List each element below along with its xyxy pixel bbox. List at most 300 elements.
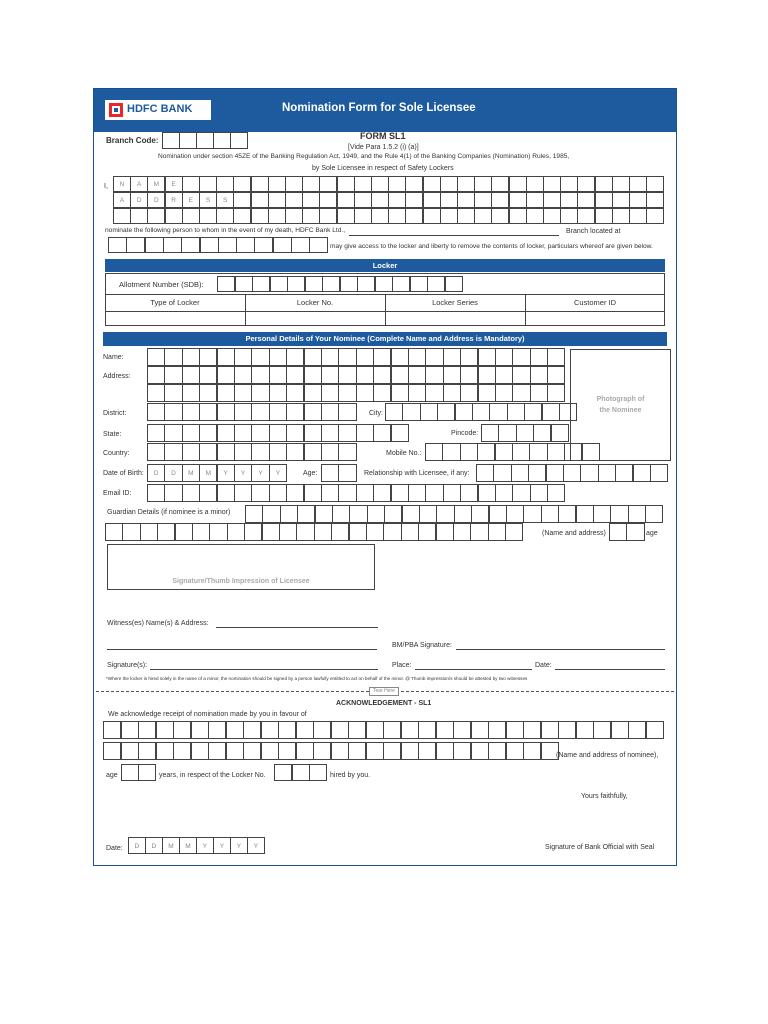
ack-date-cell[interactable]: Y: [230, 837, 248, 854]
guardian-cell[interactable]: [593, 505, 611, 523]
branch-code-cell[interactable]: [196, 132, 214, 149]
nominee-country-cell[interactable]: [147, 443, 165, 461]
nominee-address-cell[interactable]: [408, 384, 426, 402]
branch-code-cell[interactable]: [213, 132, 231, 149]
nominee-country-cell[interactable]: [338, 443, 356, 461]
address-cell[interactable]: [543, 192, 561, 208]
allotment-cell[interactable]: [340, 276, 358, 292]
name-cell[interactable]: [199, 176, 217, 192]
name-cell[interactable]: [577, 176, 595, 192]
nominee-relationship-cell[interactable]: [650, 464, 668, 482]
nominee-relationship-cell[interactable]: [511, 464, 529, 482]
nominee-address-cell[interactable]: [547, 384, 565, 402]
guardian-cell[interactable]: [227, 523, 245, 541]
nominee-state-cell[interactable]: [304, 424, 322, 442]
address-cell[interactable]: [130, 208, 148, 224]
address-cell[interactable]: [388, 192, 406, 208]
ack-nominee-cell[interactable]: [208, 721, 226, 739]
nominee-mobile-cell[interactable]: [512, 443, 530, 461]
nominee-district-cell[interactable]: [338, 403, 356, 421]
nominee-city-cell[interactable]: [437, 403, 455, 421]
guardian-cell[interactable]: [296, 523, 314, 541]
nominee-dob-cell[interactable]: D: [147, 464, 165, 482]
name-cell[interactable]: [629, 176, 647, 192]
ack-nominee-cell[interactable]: [506, 721, 524, 739]
address-cell[interactable]: [405, 192, 423, 208]
guardian-cell[interactable]: [175, 523, 193, 541]
ack-nominee-cell[interactable]: [418, 721, 436, 739]
nominee-address-cell[interactable]: [478, 384, 496, 402]
branch-location-cell[interactable]: [126, 237, 145, 253]
guardian-cell[interactable]: [436, 505, 454, 523]
nominee-address-cell[interactable]: [356, 366, 374, 384]
nominee-mobile-cell[interactable]: [460, 443, 478, 461]
nominee-address-cell[interactable]: [478, 366, 496, 384]
nominee-city-cell[interactable]: [542, 403, 560, 421]
ack-nominee-cell[interactable]: [488, 721, 506, 739]
nominee-email-cell[interactable]: [199, 484, 217, 502]
ack-age-cell[interactable]: [138, 764, 156, 781]
address-cell[interactable]: [577, 208, 595, 224]
name-cell[interactable]: [457, 176, 475, 192]
nominee-name-cell[interactable]: [408, 348, 426, 366]
nominee-address-cell[interactable]: [495, 384, 513, 402]
branch-code-cell[interactable]: [162, 132, 180, 149]
ack-date-cell[interactable]: Y: [196, 837, 214, 854]
address-cell[interactable]: [629, 192, 647, 208]
address-cell[interactable]: [319, 208, 337, 224]
ack-nominee-cell[interactable]: [558, 721, 576, 739]
nominee-address-cell[interactable]: [373, 384, 391, 402]
guardian-cell[interactable]: [279, 523, 297, 541]
address-cell[interactable]: R: [165, 192, 183, 208]
nominee-name-cell[interactable]: [443, 348, 461, 366]
nominee-address-cell[interactable]: [269, 366, 287, 384]
name-cell[interactable]: [423, 176, 441, 192]
ack-nominee-cell[interactable]: [173, 742, 191, 760]
name-cell[interactable]: A: [130, 176, 148, 192]
ack-nominee-cell[interactable]: [506, 742, 524, 760]
allotment-cell[interactable]: [427, 276, 445, 292]
guardian-cell[interactable]: [366, 523, 384, 541]
nominee-dob-cell[interactable]: D: [164, 464, 182, 482]
address-cell[interactable]: [165, 208, 183, 224]
nominee-state-cell[interactable]: [373, 424, 391, 442]
ack-nominee-cell[interactable]: [191, 742, 209, 760]
name-cell[interactable]: [646, 176, 664, 192]
nominee-email-cell[interactable]: [251, 484, 269, 502]
guardian-cell[interactable]: [418, 523, 436, 541]
guardian-cell[interactable]: [140, 523, 158, 541]
branch-line[interactable]: [349, 235, 559, 236]
name-cell[interactable]: [182, 176, 200, 192]
nominee-address-cell[interactable]: [147, 366, 165, 384]
nominee-email-cell[interactable]: [286, 484, 304, 502]
address-cell[interactable]: [629, 208, 647, 224]
address-cell[interactable]: D: [147, 192, 165, 208]
nominee-address-cell[interactable]: [217, 384, 235, 402]
nominee-email-cell[interactable]: [269, 484, 287, 502]
ack-nominee-cell[interactable]: [383, 721, 401, 739]
guardian-cell[interactable]: [209, 523, 227, 541]
ack-locker-cell[interactable]: [309, 764, 327, 781]
ack-nominee-cell[interactable]: [226, 742, 244, 760]
nominee-dob-cell[interactable]: Y: [251, 464, 269, 482]
nominee-pincode-cell[interactable]: [533, 424, 551, 442]
nominee-address-cell[interactable]: [425, 366, 443, 384]
nominee-city-cell[interactable]: [472, 403, 490, 421]
nominee-address-cell[interactable]: [234, 384, 252, 402]
address-cell[interactable]: [371, 208, 389, 224]
nominee-name-cell[interactable]: [199, 348, 217, 366]
nominee-dob-cell[interactable]: Y: [269, 464, 287, 482]
nominee-mobile-cell[interactable]: [442, 443, 460, 461]
nominee-email-cell[interactable]: [182, 484, 200, 502]
address-cell[interactable]: [543, 208, 561, 224]
ack-nominee-cell[interactable]: [593, 721, 611, 739]
guardian-cell[interactable]: [645, 505, 663, 523]
ack-nominee-cell[interactable]: [453, 721, 471, 739]
nominee-country-cell[interactable]: [321, 443, 339, 461]
nominee-state-cell[interactable]: [182, 424, 200, 442]
name-cell[interactable]: [405, 176, 423, 192]
ack-nominee-cell[interactable]: [611, 721, 629, 739]
address-cell[interactable]: A: [113, 192, 131, 208]
address-cell[interactable]: [440, 192, 458, 208]
name-cell[interactable]: [337, 176, 355, 192]
nominee-email-cell[interactable]: [460, 484, 478, 502]
nominee-address-cell[interactable]: [304, 384, 322, 402]
ack-nominee-cell[interactable]: [366, 742, 384, 760]
ack-nominee-cell[interactable]: [471, 721, 489, 739]
nominee-state-cell[interactable]: [391, 424, 409, 442]
address-cell[interactable]: [595, 192, 613, 208]
branch-code-cell[interactable]: [230, 132, 248, 149]
address-cell[interactable]: [577, 192, 595, 208]
nominee-email-cell[interactable]: [425, 484, 443, 502]
name-cell[interactable]: N: [113, 176, 131, 192]
address-cell[interactable]: [509, 192, 527, 208]
guardian-cell[interactable]: [262, 523, 280, 541]
address-cell[interactable]: [251, 192, 269, 208]
ack-nominee-cell[interactable]: [348, 742, 366, 760]
ack-nominee-cell[interactable]: [313, 721, 331, 739]
nominee-email-cell[interactable]: [373, 484, 391, 502]
nominee-mobile-cell[interactable]: [529, 443, 547, 461]
address-cell[interactable]: [285, 192, 303, 208]
allotment-cell[interactable]: [357, 276, 375, 292]
name-cell[interactable]: [388, 176, 406, 192]
guardian-cell[interactable]: [523, 505, 541, 523]
guardian-cell[interactable]: [332, 505, 350, 523]
nominee-district-cell[interactable]: [182, 403, 200, 421]
nominee-name-cell[interactable]: [304, 348, 322, 366]
ack-nominee-cell[interactable]: [278, 742, 296, 760]
nominee-relationship-cell[interactable]: [598, 464, 616, 482]
nominee-state-cell[interactable]: [356, 424, 374, 442]
nominee-name-cell[interactable]: [269, 348, 287, 366]
nominee-dob-cell[interactable]: M: [182, 464, 200, 482]
nominee-email-cell[interactable]: [304, 484, 322, 502]
nominee-state-cell[interactable]: [338, 424, 356, 442]
nominee-name-cell[interactable]: [373, 348, 391, 366]
allotment-cell[interactable]: [252, 276, 270, 292]
nominee-district-cell[interactable]: [234, 403, 252, 421]
nominee-relationship-cell[interactable]: [476, 464, 494, 482]
ack-nominee-cell[interactable]: [156, 742, 174, 760]
name-cell[interactable]: [319, 176, 337, 192]
ack-nominee-cell[interactable]: [103, 721, 121, 739]
ack-nominee-cell[interactable]: [331, 742, 349, 760]
nominee-city-cell[interactable]: [402, 403, 420, 421]
address-cell[interactable]: [423, 192, 441, 208]
name-cell[interactable]: [491, 176, 509, 192]
nominee-name-cell[interactable]: [338, 348, 356, 366]
nominee-country-cell[interactable]: [304, 443, 322, 461]
nominee-address-cell[interactable]: [217, 366, 235, 384]
nominee-relationship-cell[interactable]: [563, 464, 581, 482]
nominee-mobile-cell[interactable]: [477, 443, 495, 461]
branch-location-cell[interactable]: [163, 237, 182, 253]
nominee-address-cell[interactable]: [338, 366, 356, 384]
nominee-email-cell[interactable]: [478, 484, 496, 502]
nominee-photo-box[interactable]: [570, 349, 671, 461]
ack-age-cell[interactable]: [121, 764, 139, 781]
ack-nominee-cell[interactable]: [261, 742, 279, 760]
address-cell[interactable]: [147, 208, 165, 224]
nominee-name-cell[interactable]: [460, 348, 478, 366]
guardian-cell[interactable]: [349, 505, 367, 523]
nominee-pincode-cell[interactable]: [551, 424, 569, 442]
nominee-address-cell[interactable]: [391, 384, 409, 402]
nominee-address-cell[interactable]: [147, 384, 165, 402]
ack-nominee-cell[interactable]: [401, 721, 419, 739]
ack-date-cell[interactable]: M: [179, 837, 197, 854]
guardian-cell[interactable]: [349, 523, 367, 541]
nominee-address-cell[interactable]: [199, 366, 217, 384]
nominee-name-cell[interactable]: [356, 348, 374, 366]
ack-nominee-cell[interactable]: [523, 721, 541, 739]
allotment-cell[interactable]: [235, 276, 253, 292]
allotment-cell[interactable]: [287, 276, 305, 292]
guardian-cell[interactable]: [315, 505, 333, 523]
nominee-relationship-cell[interactable]: [546, 464, 564, 482]
guardian-cell[interactable]: [280, 505, 298, 523]
ack-nominee-cell[interactable]: [366, 721, 384, 739]
branch-location-cell[interactable]: [291, 237, 310, 253]
address-cell[interactable]: [646, 208, 664, 224]
guardian-cell[interactable]: [576, 505, 594, 523]
nominee-state-cell[interactable]: [321, 424, 339, 442]
nominee-relationship-cell[interactable]: [633, 464, 651, 482]
nominee-country-cell[interactable]: [269, 443, 287, 461]
name-cell[interactable]: [526, 176, 544, 192]
address-cell[interactable]: [560, 192, 578, 208]
guardian-age-cell[interactable]: [626, 523, 644, 541]
nominee-address-cell[interactable]: [234, 366, 252, 384]
name-cell[interactable]: [268, 176, 286, 192]
guardian-cell[interactable]: [367, 505, 385, 523]
allotment-cell[interactable]: [375, 276, 393, 292]
ack-nominee-cell[interactable]: [383, 742, 401, 760]
nominee-district-cell[interactable]: [269, 403, 287, 421]
ack-nominee-cell[interactable]: [331, 721, 349, 739]
address-cell[interactable]: [371, 192, 389, 208]
branch-location-cell[interactable]: [273, 237, 292, 253]
name-cell[interactable]: [233, 176, 251, 192]
address-cell[interactable]: E: [182, 192, 200, 208]
nominee-email-cell[interactable]: [408, 484, 426, 502]
nominee-country-cell[interactable]: [234, 443, 252, 461]
branch-location-cell[interactable]: [145, 237, 164, 253]
address-cell[interactable]: [199, 208, 217, 224]
nominee-country-cell[interactable]: [199, 443, 217, 461]
address-cell[interactable]: [423, 208, 441, 224]
ack-nominee-cell[interactable]: [436, 721, 454, 739]
nominee-city-cell[interactable]: [420, 403, 438, 421]
address-cell[interactable]: [474, 208, 492, 224]
nominee-name-cell[interactable]: [478, 348, 496, 366]
nominee-email-cell[interactable]: [147, 484, 165, 502]
nominee-pincode-cell[interactable]: [516, 424, 534, 442]
guardian-cell[interactable]: [383, 523, 401, 541]
guardian-cell[interactable]: [471, 505, 489, 523]
nominee-district-cell[interactable]: [286, 403, 304, 421]
nominee-address-cell[interactable]: [286, 366, 304, 384]
guardian-cell[interactable]: [245, 505, 263, 523]
guardian-cell[interactable]: [244, 523, 262, 541]
allotment-cell[interactable]: [270, 276, 288, 292]
nominee-state-cell[interactable]: [251, 424, 269, 442]
branch-location-cell[interactable]: [309, 237, 328, 253]
ack-nominee-cell[interactable]: [401, 742, 419, 760]
nominee-address-cell[interactable]: [164, 384, 182, 402]
nominee-mobile-cell[interactable]: [495, 443, 513, 461]
nominee-name-cell[interactable]: [164, 348, 182, 366]
nominee-relationship-cell[interactable]: [580, 464, 598, 482]
nominee-district-cell[interactable]: [304, 403, 322, 421]
nominee-name-cell[interactable]: [495, 348, 513, 366]
nominee-email-cell[interactable]: [164, 484, 182, 502]
guardian-cell[interactable]: [384, 505, 402, 523]
address-cell[interactable]: [612, 208, 630, 224]
guardian-cell[interactable]: [122, 523, 140, 541]
nominee-district-cell[interactable]: [199, 403, 217, 421]
ack-nominee-cell[interactable]: [261, 721, 279, 739]
address-cell[interactable]: S: [199, 192, 217, 208]
nominee-address-cell[interactable]: [443, 366, 461, 384]
address-cell[interactable]: [337, 192, 355, 208]
ack-date-cell[interactable]: Y: [213, 837, 231, 854]
nominee-address-cell[interactable]: [251, 366, 269, 384]
ack-nominee-cell[interactable]: [628, 721, 646, 739]
guardian-cell[interactable]: [505, 523, 523, 541]
nominee-address-cell[interactable]: [512, 366, 530, 384]
nominee-email-cell[interactable]: [338, 484, 356, 502]
ack-nominee-cell[interactable]: [541, 721, 559, 739]
nominee-address-cell[interactable]: [321, 366, 339, 384]
branch-location-cell[interactable]: [218, 237, 237, 253]
guardian-cell[interactable]: [470, 523, 488, 541]
name-cell[interactable]: [509, 176, 527, 192]
nominee-address-cell[interactable]: [512, 384, 530, 402]
nominee-name-cell[interactable]: [391, 348, 409, 366]
address-cell[interactable]: [440, 208, 458, 224]
ack-nominee-cell[interactable]: [436, 742, 454, 760]
name-cell[interactable]: [371, 176, 389, 192]
nominee-address-cell[interactable]: [460, 384, 478, 402]
nominee-city-cell[interactable]: [507, 403, 525, 421]
nominee-name-cell[interactable]: [425, 348, 443, 366]
nominee-name-cell[interactable]: [512, 348, 530, 366]
address-cell[interactable]: D: [130, 192, 148, 208]
guardian-cell[interactable]: [331, 523, 349, 541]
nominee-address-cell[interactable]: [286, 384, 304, 402]
guardian-cell[interactable]: [453, 523, 471, 541]
ack-date-cell[interactable]: D: [145, 837, 163, 854]
nominee-state-cell[interactable]: [147, 424, 165, 442]
ack-date-cell[interactable]: D: [128, 837, 146, 854]
guardian-cell[interactable]: [314, 523, 332, 541]
ack-date-cell[interactable]: M: [162, 837, 180, 854]
nominee-state-cell[interactable]: [164, 424, 182, 442]
nominee-address-cell[interactable]: [251, 384, 269, 402]
address-cell[interactable]: [526, 208, 544, 224]
ack-nominee-cell[interactable]: [138, 742, 156, 760]
name-cell[interactable]: [285, 176, 303, 192]
ack-nominee-cell[interactable]: [121, 721, 139, 739]
address-cell[interactable]: [268, 208, 286, 224]
nominee-district-cell[interactable]: [164, 403, 182, 421]
nominee-pincode-cell[interactable]: [481, 424, 499, 442]
signatures-line[interactable]: [150, 669, 378, 670]
guardian-cell[interactable]: [157, 523, 175, 541]
guardian-cell[interactable]: [402, 505, 420, 523]
nominee-address-cell[interactable]: [530, 366, 548, 384]
guardian-cell[interactable]: [297, 505, 315, 523]
nominee-district-cell[interactable]: [217, 403, 235, 421]
allotment-cell[interactable]: [410, 276, 428, 292]
nominee-email-cell[interactable]: [495, 484, 513, 502]
ack-nominee-cell[interactable]: [243, 742, 261, 760]
ack-nominee-cell[interactable]: [121, 742, 139, 760]
address-cell[interactable]: [509, 208, 527, 224]
guardian-cell[interactable]: [436, 523, 454, 541]
nominee-pincode-cell[interactable]: [498, 424, 516, 442]
nominee-address-cell[interactable]: [391, 366, 409, 384]
witness-line-1[interactable]: [216, 627, 378, 628]
ack-nominee-cell[interactable]: [173, 721, 191, 739]
ack-nominee-cell[interactable]: [418, 742, 436, 760]
nominee-address-cell[interactable]: [321, 384, 339, 402]
nominee-age-cell[interactable]: [321, 464, 339, 482]
ack-nominee-cell[interactable]: [226, 721, 244, 739]
address-cell[interactable]: [526, 192, 544, 208]
allotment-cell[interactable]: [305, 276, 323, 292]
ack-nominee-cell[interactable]: [576, 721, 594, 739]
nominee-city-cell[interactable]: [489, 403, 507, 421]
ack-nominee-cell[interactable]: [646, 721, 664, 739]
name-cell[interactable]: [560, 176, 578, 192]
address-cell[interactable]: [268, 192, 286, 208]
name-cell[interactable]: [216, 176, 234, 192]
guardian-cell[interactable]: [105, 523, 123, 541]
nominee-email-cell[interactable]: [443, 484, 461, 502]
name-cell[interactable]: [595, 176, 613, 192]
address-cell[interactable]: [319, 192, 337, 208]
ack-nominee-cell[interactable]: [208, 742, 226, 760]
nominee-state-cell[interactable]: [286, 424, 304, 442]
